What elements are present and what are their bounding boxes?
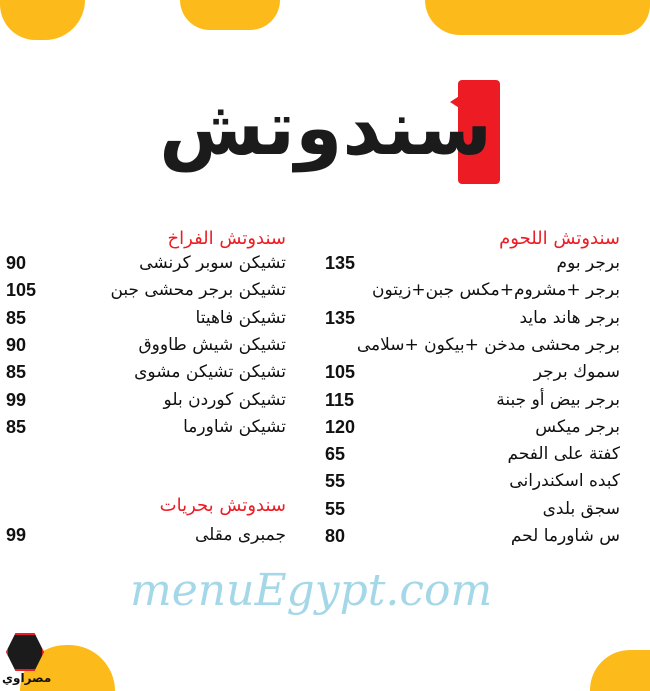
brand-hexagon-icon xyxy=(6,633,44,671)
menu-item xyxy=(0,253,286,279)
menu-item-price: 99 xyxy=(6,389,27,410)
menu-item-name: برجر ميكس xyxy=(535,416,620,437)
menu-item-name: برجر محشى مدخن +بيكون +سلامى xyxy=(356,334,620,355)
menu-item xyxy=(320,499,620,525)
menu-item-name: تشيكن شيش طاووق xyxy=(138,334,286,355)
menu-item xyxy=(320,308,620,334)
menu-item-name: س شاورما لحم xyxy=(510,526,620,546)
menu-item-price: 55 xyxy=(325,471,346,492)
menu-item-name: برجر هاند مايد xyxy=(519,307,620,328)
menu-item-name: كبده اسكندرانى xyxy=(509,471,620,492)
menu-item xyxy=(320,362,620,388)
menu-item xyxy=(320,335,620,361)
menu-item-name: تشيكن كوردن بلو xyxy=(163,389,286,410)
menu-item-price: 105 xyxy=(325,362,356,383)
menu-item-price: 80 xyxy=(325,526,346,546)
menu-item-price: 65 xyxy=(325,444,346,465)
menu-item xyxy=(320,417,620,443)
menu-item-name: برجر بوم xyxy=(556,253,620,273)
menu-item-name: تشيكن برجر محشى جبن xyxy=(110,280,286,301)
menu-item-name: تشيكن تشيكن مشوى xyxy=(134,362,286,383)
yellow-blob-top-left xyxy=(0,0,85,40)
menu-item-name: برجر +مشروم+مكس جبن+زيتون xyxy=(371,280,620,301)
menu-item-name: برجر بيض أو جبنة xyxy=(496,389,620,410)
menu-item-name: كفتة على الفحم xyxy=(507,444,620,465)
menu-item xyxy=(320,444,620,470)
menu-item-name: تشيكن فاهيتا xyxy=(195,307,286,328)
yellow-blob-top-right xyxy=(425,0,650,35)
menu-item-price: 135 xyxy=(325,253,356,273)
footer-brand-text: مصراوي xyxy=(2,671,52,685)
menu-item xyxy=(320,471,620,497)
menu-item xyxy=(0,335,286,361)
menu-item xyxy=(0,525,286,551)
yellow-blob-bottom-right xyxy=(590,650,650,691)
chicken-heading: سندوتش الفراخ xyxy=(167,228,286,249)
yellow-blob-top-center xyxy=(180,0,280,30)
logo-text: سندوتش xyxy=(159,83,492,172)
menu-item xyxy=(320,253,620,279)
menu-item-name: سجق بلدى xyxy=(542,498,620,519)
menu-item-name: تشيكن شاورما xyxy=(183,416,286,437)
menu-item-price: 120 xyxy=(325,416,356,437)
restaurant-logo xyxy=(155,80,500,185)
menu-item xyxy=(0,280,286,306)
menu-item xyxy=(320,280,620,306)
menu-item xyxy=(0,308,286,334)
menu-item xyxy=(0,362,286,388)
meat-heading: سندوتش اللحوم xyxy=(499,228,620,249)
menu-item-price: 135 xyxy=(325,307,356,328)
menu-item-price: 90 xyxy=(6,253,27,273)
menu-item-price: 85 xyxy=(6,307,27,328)
menu-item-price: 99 xyxy=(6,525,27,545)
watermark: menuEgypt.com xyxy=(130,565,493,616)
menu-item-name: تشيكن سوبر كرنشى xyxy=(139,253,286,273)
menu-item xyxy=(320,390,620,416)
menu-item xyxy=(0,417,286,443)
menu-item-price: 85 xyxy=(6,416,27,437)
menu-item-name: سموك برجر xyxy=(533,362,620,383)
menu-item-price: 90 xyxy=(6,334,27,355)
footer-brand-logo xyxy=(2,633,62,689)
menu-item-price: 55 xyxy=(325,498,346,519)
menu-item-price: 115 xyxy=(325,389,355,410)
menu-item-price: 105 xyxy=(6,280,37,301)
menu-item-price: 85 xyxy=(6,362,27,383)
seafood-heading: سندوتش بحريات xyxy=(159,495,286,516)
menu-item-name: جمبرى مقلى xyxy=(194,525,286,545)
menu-item xyxy=(0,390,286,416)
menu-item xyxy=(320,526,620,552)
